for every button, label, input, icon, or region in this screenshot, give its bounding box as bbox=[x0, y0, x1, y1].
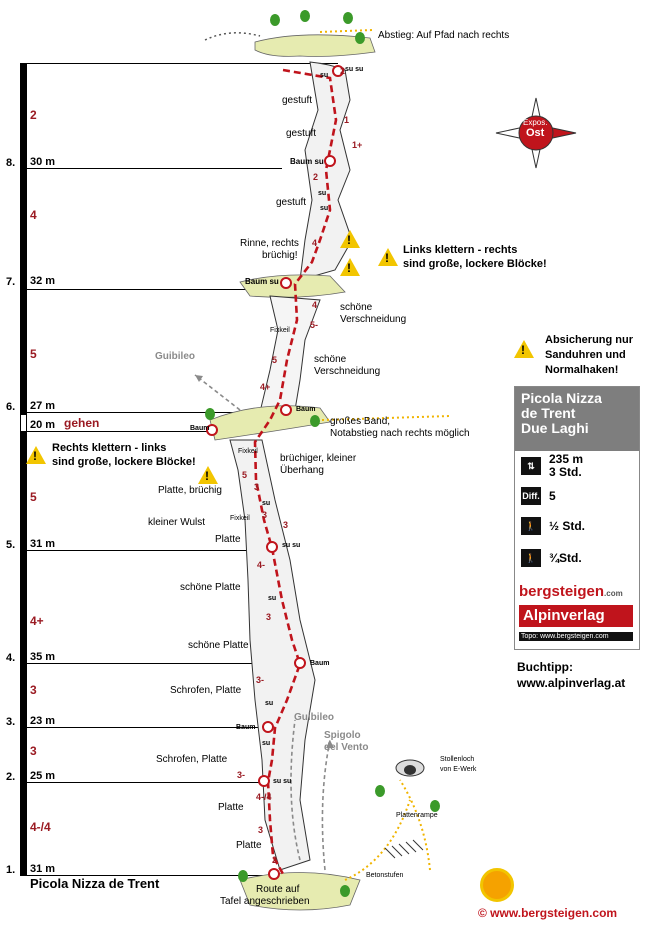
pitch-number: 3. bbox=[6, 716, 16, 728]
guibileo-arrow-upper bbox=[195, 375, 240, 410]
pitch-number: 5. bbox=[6, 539, 16, 551]
pitch-length: 30 m bbox=[30, 156, 56, 168]
route-grade: 5- bbox=[310, 320, 319, 330]
route-grade: 4- bbox=[257, 560, 266, 570]
rinne-label-2: brüchig! bbox=[262, 250, 298, 261]
guibileo-label-upper: Guibileo bbox=[155, 351, 195, 362]
info-length: 235 m bbox=[549, 452, 584, 466]
tree-icon bbox=[340, 885, 350, 897]
info-approach-row bbox=[521, 517, 585, 535]
verschneidung-label: Verschneidung bbox=[340, 314, 407, 325]
route-grade: 4+ bbox=[260, 382, 271, 392]
betonstufen-hatch bbox=[385, 840, 423, 858]
route-grade: 3 bbox=[266, 612, 272, 622]
info-title-2: de Trent bbox=[521, 405, 576, 421]
tree-icon bbox=[430, 800, 440, 812]
topo-line: Topo: www.bergsteigen.com bbox=[519, 632, 633, 641]
gestuft-label: gestuft bbox=[282, 95, 313, 106]
buchtipp-label: Buchtipp: bbox=[517, 660, 573, 674]
route-grade: 4 bbox=[312, 300, 318, 310]
warning-icon: ! bbox=[514, 340, 534, 358]
schoene-platte-label: schöne Platte bbox=[188, 640, 249, 651]
wulst-label: kleiner Wulst bbox=[148, 517, 206, 528]
route-grade: 3- bbox=[256, 675, 265, 685]
tree-icon bbox=[238, 870, 248, 882]
route-grade: 3- bbox=[237, 770, 246, 780]
warning-icon: ! bbox=[378, 248, 398, 266]
tree-icon bbox=[300, 10, 310, 22]
copyright-text[interactable]: © www.bergsteigen.com bbox=[478, 906, 618, 920]
compass-expos: Expos. bbox=[523, 118, 548, 127]
su-marker: su bbox=[318, 190, 327, 197]
route-grade: 1+ bbox=[352, 140, 363, 150]
platte-label: Platte bbox=[218, 802, 244, 813]
warning-links-1: Links klettern - rechts bbox=[403, 244, 518, 256]
warning-absich-2: Sanduhren und bbox=[545, 349, 626, 361]
pitch-grade: 2 bbox=[30, 108, 37, 122]
warning-absich-1: Absicherung nur bbox=[545, 334, 634, 346]
pitch-grade: gehen bbox=[64, 416, 100, 430]
route-grade: 2 bbox=[313, 172, 319, 182]
su-marker: su bbox=[262, 500, 271, 507]
bergsteigen-logo-suffix: .com bbox=[604, 589, 623, 598]
gestuft-label: gestuft bbox=[276, 197, 307, 208]
schrofen-label: Schrofen, Platte bbox=[170, 685, 242, 696]
warning-rechts-2: sind große, lockere Blöcke! bbox=[52, 456, 196, 468]
schoene-label: schöne bbox=[314, 354, 347, 365]
su-marker: su bbox=[320, 205, 329, 212]
fixkeil-label: Fixkeil bbox=[238, 448, 258, 455]
pitch-grade: 4 bbox=[30, 208, 37, 222]
warning-rechts-1: Rechts klettern - links bbox=[52, 442, 167, 454]
belay-label: Baum su bbox=[245, 277, 279, 286]
descent-label: Abstieg: Auf Pfad nach rechts bbox=[378, 30, 510, 41]
pitch-length: 27 m bbox=[30, 400, 56, 412]
pitch-length: 32 m bbox=[30, 275, 56, 287]
compass-ost: Ost bbox=[526, 127, 545, 139]
info-approach: ½ Std. bbox=[549, 518, 586, 533]
route-grade: 5 bbox=[242, 470, 248, 480]
tree-icon bbox=[343, 12, 353, 24]
route-grade: 1 bbox=[344, 115, 350, 125]
route-tafel-label-1: Route auf bbox=[256, 884, 300, 895]
route-grade: 3 bbox=[258, 825, 264, 835]
gestuft-label: gestuft bbox=[286, 128, 317, 139]
band-label-1: großes Band, bbox=[330, 416, 391, 427]
pitch-number: 7. bbox=[6, 276, 16, 288]
fixkeil-label: Fixkeil bbox=[270, 327, 290, 334]
tree-icon bbox=[270, 14, 280, 26]
pitch-number: 4. bbox=[6, 652, 16, 664]
route-grade: 2 bbox=[272, 855, 278, 865]
rock-middle bbox=[260, 296, 320, 412]
plattenrampe-label: Plattenrampe bbox=[396, 812, 438, 819]
pitch-number: 8. bbox=[6, 157, 16, 169]
descent-path-right bbox=[320, 30, 372, 32]
pitch-grade: 4-/4 bbox=[30, 820, 51, 834]
descent-path-left bbox=[205, 33, 260, 40]
info-box-title bbox=[515, 387, 639, 451]
belay-baum-label: Baum bbox=[190, 425, 210, 432]
tree-icon bbox=[375, 785, 385, 797]
bergsteigen-logo-text: bergsteigen bbox=[519, 583, 605, 600]
schoene-platte-label: schöne Platte bbox=[180, 582, 241, 593]
info-time: 3 Std. bbox=[549, 465, 582, 479]
pitch-length: 31 m bbox=[30, 863, 56, 875]
pitch-length: 23 m bbox=[30, 715, 56, 727]
fixkeil-label: Fixkeil bbox=[230, 515, 250, 522]
pitch-length: 25 m bbox=[30, 770, 56, 782]
su-marker: su su bbox=[345, 66, 364, 73]
warning-icon: ! bbox=[26, 446, 46, 464]
info-title-1: Picola Nizza bbox=[521, 390, 602, 406]
stollen-label-2: von E-Werk bbox=[440, 766, 477, 773]
warning-icon: ! bbox=[340, 258, 360, 276]
route-grade: 3 bbox=[283, 520, 289, 530]
platte-label: Platte bbox=[236, 840, 262, 851]
warning-icon: ! bbox=[340, 230, 360, 248]
warning-links-2: sind große, lockere Blöcke! bbox=[403, 258, 547, 270]
guibileo-label-lower: Guibileo bbox=[294, 712, 334, 723]
spigolo-label-2: del Vento bbox=[324, 742, 369, 753]
route-tafel-label-2: Tafel angeschrieben bbox=[220, 896, 310, 907]
verschneidung-label: Verschneidung bbox=[314, 366, 381, 377]
belay-label: Baum su bbox=[290, 157, 324, 166]
pitch-length: 35 m bbox=[30, 651, 56, 663]
wall-length-icon: ⇅ bbox=[521, 457, 541, 475]
bruechiger-label-1: brüchiger, kleiner bbox=[280, 453, 357, 464]
info-descent-row bbox=[521, 549, 582, 567]
belay-baum-label: Baum bbox=[310, 660, 330, 667]
route-grade: 3 bbox=[262, 510, 268, 520]
belay-susu-label: su su bbox=[282, 542, 301, 549]
belay-baum-label: Baum bbox=[236, 724, 256, 731]
tree-icon bbox=[355, 32, 365, 44]
schrofen-label: Schrofen, Platte bbox=[156, 754, 228, 765]
route-grade: 5 bbox=[272, 355, 278, 365]
route-grade: 3 bbox=[254, 482, 260, 492]
pitch-length: 31 m bbox=[30, 538, 56, 550]
info-descent: ¾Std. bbox=[549, 550, 582, 565]
warning-icon: ! bbox=[198, 466, 218, 484]
su-marker: su bbox=[265, 700, 274, 707]
route-grade: 2 bbox=[340, 66, 346, 76]
band-label-2: Notabstieg nach rechts möglich bbox=[330, 428, 470, 439]
route-grade: 4 bbox=[312, 238, 318, 248]
pitch-grade: 5 bbox=[30, 490, 37, 504]
warning-absich-3: Normalhaken! bbox=[545, 364, 619, 376]
platte-bruechig-label: Platte, brüchig bbox=[158, 485, 222, 496]
bergsteigen-logo bbox=[519, 583, 623, 600]
rinne-label-1: Rinne, rechts bbox=[240, 238, 299, 249]
info-title-3: Due Laghi bbox=[521, 420, 589, 436]
schoene-label: schöne bbox=[340, 302, 373, 313]
route-title: Picola Nizza de Trent bbox=[30, 876, 160, 891]
stollen-label-1: Stollenloch bbox=[440, 756, 475, 763]
pitch-length: 20 m bbox=[30, 419, 56, 431]
pitch-grade: 5 bbox=[30, 347, 37, 361]
info-length-row bbox=[521, 453, 583, 479]
info-diff: 5 bbox=[549, 488, 556, 503]
info-diff-row bbox=[521, 487, 556, 505]
belay-susu-label: su su bbox=[273, 778, 292, 785]
belay-baum-label: Baum bbox=[296, 406, 316, 413]
pitch-number: 6. bbox=[6, 401, 16, 413]
info-box bbox=[514, 386, 640, 650]
descent-hiker-icon: 🚶 bbox=[521, 549, 541, 567]
sun-logo-icon bbox=[480, 868, 514, 902]
pitch-number: 2. bbox=[6, 771, 16, 783]
pitch-grade: 3 bbox=[30, 683, 37, 697]
betonstufen-label: Betonstufen bbox=[366, 872, 404, 879]
pitch-number: 1. bbox=[6, 864, 16, 876]
bruechiger-label-2: Überhang bbox=[280, 465, 324, 476]
pitch-grade: 4+ bbox=[30, 614, 44, 628]
su-marker: su bbox=[268, 595, 277, 602]
buchtipp-url[interactable]: www.alpinverlag.at bbox=[517, 676, 626, 690]
route-grade: 4-/4 bbox=[256, 792, 272, 802]
spigolo-arrow bbox=[322, 740, 330, 870]
pitch-grade: 3 bbox=[30, 744, 37, 758]
tree-icon bbox=[310, 415, 320, 427]
tree-icon bbox=[205, 408, 215, 420]
platte-label: Platte bbox=[215, 534, 241, 545]
su-marker: su bbox=[262, 740, 271, 747]
difficulty-icon: Diff. bbox=[521, 487, 541, 505]
spigolo-label-1: Spigolo bbox=[324, 730, 361, 741]
approach-hiker-icon: 🚶 bbox=[521, 517, 541, 535]
alpinverlag-logo: Alpinverlag bbox=[519, 605, 633, 627]
su-marker: su bbox=[320, 72, 329, 79]
